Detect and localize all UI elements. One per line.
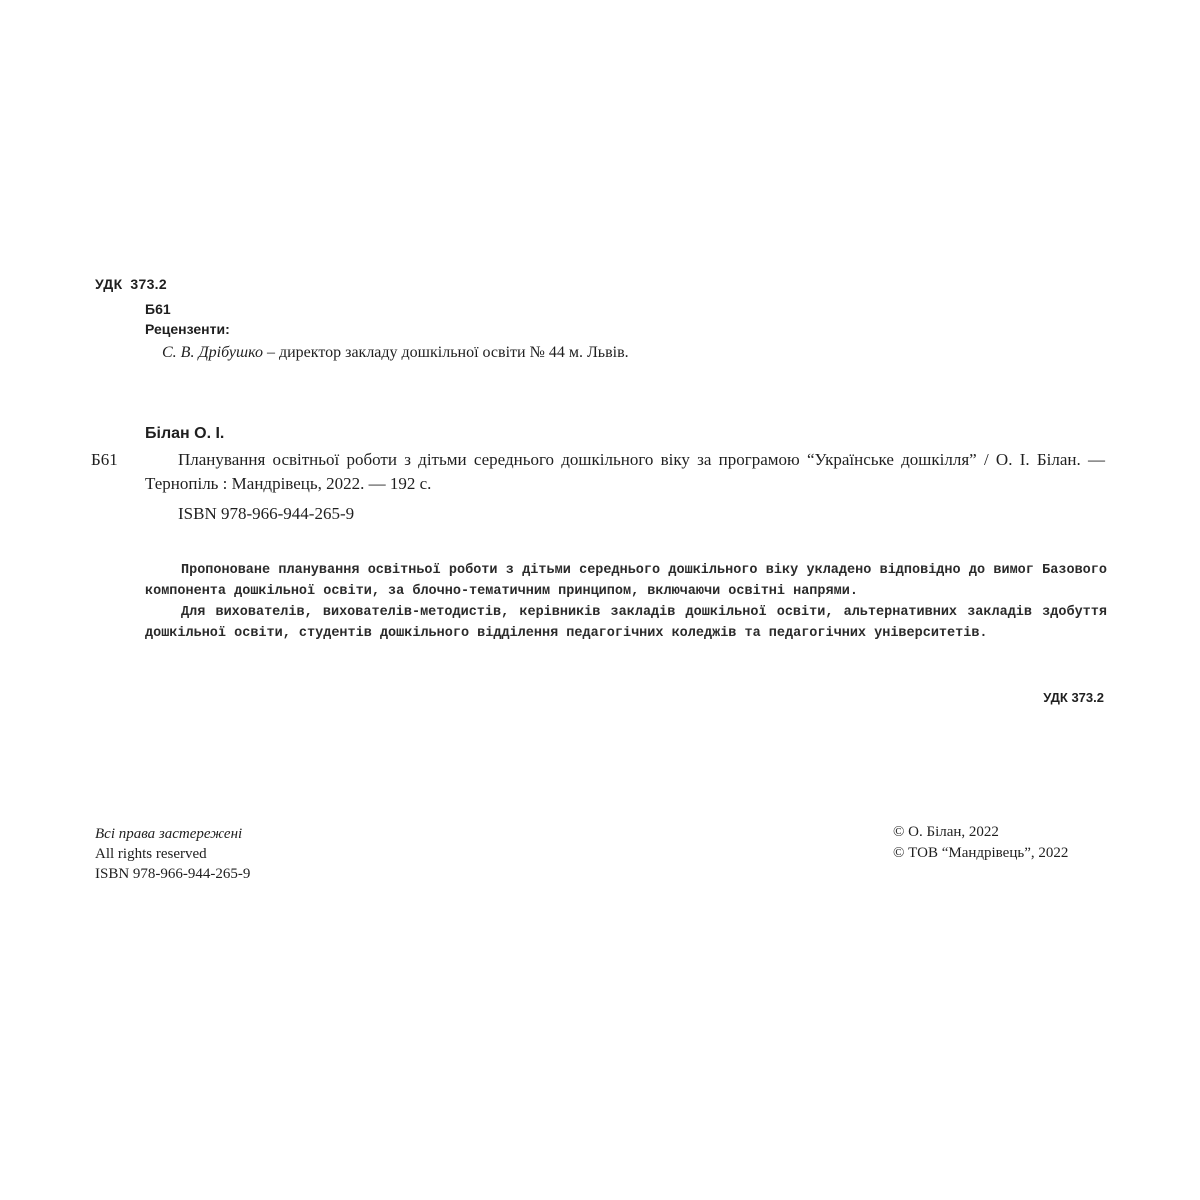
udk-code: 373.2: [130, 276, 167, 292]
udk-classification: [95, 276, 167, 292]
rights-block: [95, 824, 250, 884]
rights-ua: Всі права застережені: [95, 826, 243, 842]
reviewers-label: Рецензенти:: [145, 321, 230, 337]
isbn-footer: ISBN 978-966-944-265-9: [95, 866, 251, 882]
udk-bottom: УДК 373.2: [1043, 690, 1104, 705]
udk-label: УДК: [95, 276, 123, 292]
reviewer-name: С. В. Дрібушко: [162, 344, 263, 361]
copyright-author: © О. Білан, 2022: [893, 824, 999, 840]
reviewer-role: – директор закладу дошкільної освіти № 44 м. Львів.: [262, 344, 629, 361]
bbk-code-side: Б61: [91, 450, 118, 469]
author-heading: Білан О. І.: [145, 425, 225, 442]
reviewer-entry: [162, 344, 629, 362]
annotation: [145, 560, 1107, 644]
copyright-block: [893, 822, 1068, 864]
isbn-main: ISBN 978-966-944-265-9: [178, 504, 355, 523]
bibliographic-description: Планування освітньої роботи з дітьми середнього дошкільного віку за програмою “Українське дошкілля” / О. І. Білан. — Тернопіль : Мандрівець, 2022. — 192 с.: [145, 450, 1105, 493]
annotation-paragraph-2: Для вихователів, вихователів-методистів, керівників закладів дошкільної освіти, альтернативних закладів здобуття дошкільної освіти, студентів дошкільного відділення педагогічних коледжів та педагогічних університетів.: [145, 605, 1107, 641]
bbk-code-top: Б61: [145, 301, 171, 317]
annotation-paragraph-1: Пропоноване планування освітньої роботи з дітьми середнього дошкільного віку укладено відповідно до вимог Базового компонента дошкільної освіти, за блочно-тематичним принципом, включаючи освітні напрями.: [145, 563, 1107, 599]
rights-en: All rights reserved: [95, 846, 207, 862]
copyright-publisher: © ТОВ “Мандрівець”, 2022: [893, 845, 1069, 861]
